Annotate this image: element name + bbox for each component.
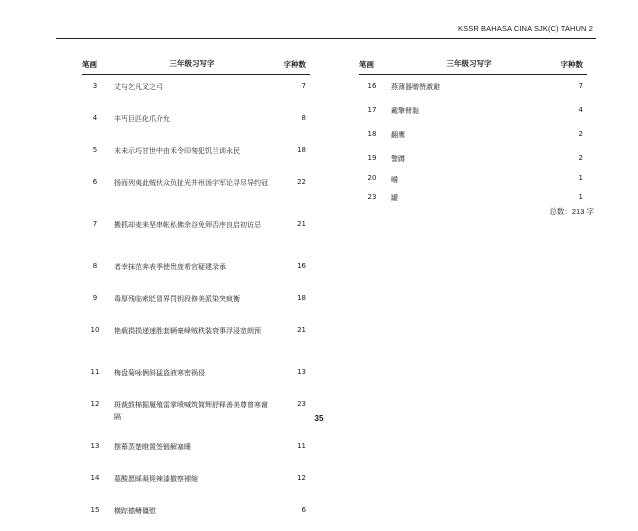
count-cell: 21 xyxy=(297,326,306,334)
table-row xyxy=(82,435,310,467)
characters-cell: 警蹲 xyxy=(391,155,405,163)
characters-cell: 毒厚残临索眨冒界罚钥段修美派染突疯衡 xyxy=(114,295,240,303)
table-row xyxy=(82,107,310,139)
strokes-cell: 15 xyxy=(90,506,100,514)
characters-cell: 罐 xyxy=(391,194,398,202)
count-cell: 1 xyxy=(578,193,583,201)
count-cell: 16 xyxy=(297,262,306,270)
col-characters-header: 三年级习写字 xyxy=(385,54,547,75)
strokes-cell: 9 xyxy=(92,294,98,302)
count-cell: 18 xyxy=(297,146,306,154)
table-row xyxy=(82,171,310,213)
count-cell: 22 xyxy=(297,178,306,186)
count-cell: 11 xyxy=(297,442,306,450)
characters-cell: 燕薄器赠赞激避 xyxy=(391,83,440,91)
table-row xyxy=(82,319,310,361)
strokes-cell: 6 xyxy=(92,178,98,186)
strokes-cell: 13 xyxy=(90,442,100,450)
characters-cell: 横踪德鳍僵慰 xyxy=(114,507,156,515)
strokes-cell: 23 xyxy=(367,193,377,201)
table-row xyxy=(82,467,310,499)
col-count-header: 字种数 xyxy=(547,54,587,75)
strokes-cell: 5 xyxy=(92,146,98,154)
characters-cell: 扬而列夷此贼伙众负扯光井州汤宇军论寻尽导约冠 xyxy=(114,179,268,187)
total-count: 总数：213 字 xyxy=(549,207,594,216)
characters-cell: 嚼 xyxy=(391,176,398,184)
strokes-cell: 10 xyxy=(90,326,100,334)
count-cell: 12 xyxy=(297,474,306,482)
count-cell: 4 xyxy=(578,106,583,114)
left-header-row xyxy=(82,54,310,75)
table-row xyxy=(82,255,310,287)
strokes-cell: 17 xyxy=(367,106,377,114)
characters-cell: 丰丐巨匹化爪介允 xyxy=(114,115,170,123)
count-cell: 7 xyxy=(301,82,306,90)
table-row xyxy=(359,99,587,123)
table-row xyxy=(82,361,310,393)
strokes-cell: 4 xyxy=(92,114,98,122)
strokes-cell: 7 xyxy=(92,220,98,228)
count-cell: 13 xyxy=(297,368,306,376)
right-header-row xyxy=(359,54,587,75)
count-cell: 1 xyxy=(578,174,583,182)
strokes-cell: 8 xyxy=(92,262,98,270)
col-count-header: 字种数 xyxy=(270,54,310,75)
document-header: KSSR BAHASA CINA SJK(C) TAHUN 2 xyxy=(458,24,593,33)
strokes-cell: 11 xyxy=(90,368,100,376)
table-row xyxy=(82,213,310,255)
characters-cell: 戴擎臂黏 xyxy=(391,107,419,115)
count-cell: 18 xyxy=(297,294,306,302)
strokes-cell: 14 xyxy=(90,474,100,482)
count-cell: 7 xyxy=(578,82,583,90)
table-row xyxy=(82,139,310,171)
characters-cell: 搬抓却麦来坚串帐私佛余谷免卵否序良启初访忌 xyxy=(114,221,261,229)
characters-cell: 摆幕蒸楚瞪置签锻解塞睡 xyxy=(114,443,191,451)
col-strokes-header: 笔画 xyxy=(359,54,385,75)
col-characters-header: 三年级习写字 xyxy=(108,54,270,75)
strokes-cell: 20 xyxy=(367,174,377,182)
col-strokes-header: 笔画 xyxy=(82,54,108,75)
count-cell: 21 xyxy=(297,220,306,228)
characters-cell: 墓酸愿睬凝毙辣漆撤察褪缩 xyxy=(114,475,198,483)
table-row xyxy=(82,499,310,531)
characters-cell: 丈与乞凡叉之弓 xyxy=(114,83,163,91)
characters-cell: 者幸抹范奔表季使贵庞希官疑建录承 xyxy=(114,263,226,271)
strokes-cell: 16 xyxy=(367,82,377,90)
header-rule xyxy=(56,38,596,39)
count-cell: 2 xyxy=(578,130,583,138)
right-table xyxy=(359,54,587,210)
table-row xyxy=(82,75,310,108)
page-number: 35 xyxy=(314,414,324,423)
table-row xyxy=(82,287,310,319)
count-cell: 6 xyxy=(301,506,306,514)
characters-cell: 梅盘菊咏俩斜猛盗液寒密祸侵 xyxy=(114,369,205,377)
strokes-cell: 12 xyxy=(90,400,100,408)
count-cell: 23 xyxy=(297,400,306,408)
characters-cell: 末未示巧甘世中由禾令印匆犯饥兰训永民 xyxy=(114,147,240,155)
characters-cell: 翻鹰 xyxy=(391,131,405,139)
characters-cell: 艳载捐损递速胜套辆豪峰贼秩装衰事浮浸宽朗预 xyxy=(114,327,261,335)
left-table xyxy=(82,54,310,531)
characters-cell: 斑裁鼓棉掘履殖雷掌喷喊筑简辉舒释善美尊曾寒谢隔 xyxy=(114,401,268,421)
strokes-cell: 3 xyxy=(92,82,98,90)
table-row xyxy=(359,75,587,100)
table-row xyxy=(359,171,587,186)
strokes-cell: 18 xyxy=(367,130,377,138)
strokes-cell: 19 xyxy=(367,154,377,162)
count-cell: 8 xyxy=(301,114,306,122)
table-row xyxy=(359,123,587,147)
count-cell: 2 xyxy=(578,154,583,162)
table-row xyxy=(359,147,587,171)
